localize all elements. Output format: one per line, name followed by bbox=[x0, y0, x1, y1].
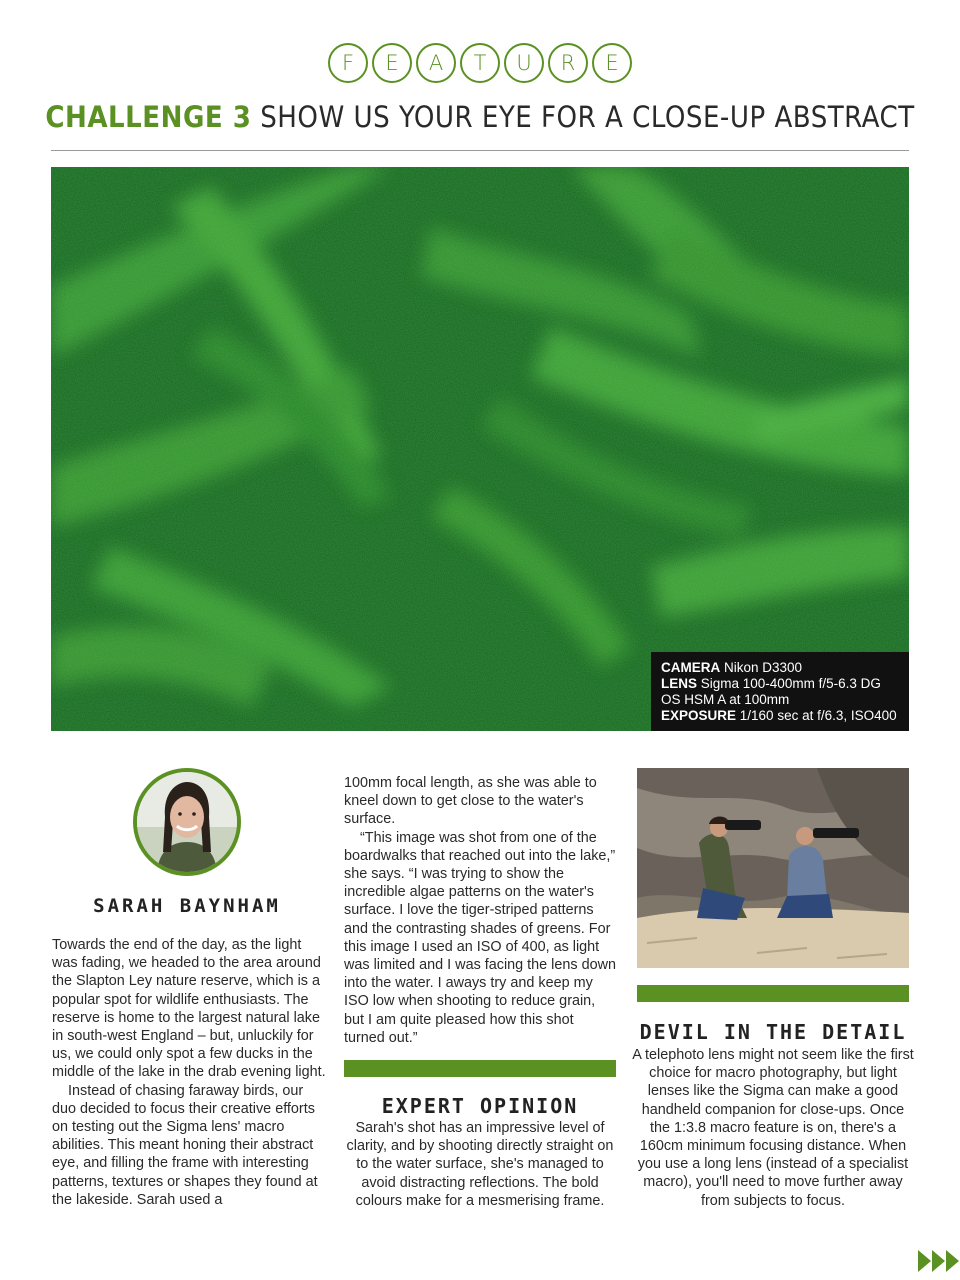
photographers-photo bbox=[637, 768, 909, 968]
article-column-1 bbox=[52, 936, 327, 1209]
detail-accent-bar bbox=[637, 985, 909, 1002]
feature-letter: R bbox=[548, 43, 588, 83]
expert-accent-bar bbox=[344, 1060, 616, 1077]
paragraph: Instead of chasing faraway birds, our duo decided to focus their creative efforts on testing out the Sigma lens' macro abilities. This meant honing their abstract eye, and filling the frame with interesting patterns, textures or shapes they found at the lakeside. Sarah used a bbox=[52, 1082, 318, 1208]
lens-value: Sigma 100-400mm f/5-6.3 DG OS HSM A at 100mm bbox=[661, 676, 881, 707]
algae-pattern-image bbox=[51, 167, 909, 731]
beach-photographers-image bbox=[637, 768, 909, 968]
feature-letter: T bbox=[460, 43, 500, 83]
next-page-arrows[interactable] bbox=[918, 1250, 960, 1272]
paragraph: 100mm focal length, as she was able to kneel down to get close to the water's surface. bbox=[344, 775, 597, 828]
article-column-2 bbox=[344, 774, 616, 1047]
lens-label: LENS bbox=[661, 676, 698, 691]
camera-label: CAMERA bbox=[661, 660, 721, 675]
exif-caption bbox=[651, 652, 909, 731]
devil-in-detail-title: DEVIL IN THE DETAIL bbox=[639, 1020, 907, 1044]
feature-letter: F bbox=[328, 43, 368, 83]
paragraph: Towards the end of the day, as the light was fading, we headed to the area around the Slapton Ley nature reserve, which is a popular spot for wildlife enthusiasts. The reserve is home to the largest natural lake in south-west England – but, unluckily for us, we could only spot a few ducks in the middle of the lake in the drab evening light. bbox=[52, 937, 326, 1081]
challenge-number: CHALLENGE 3 bbox=[45, 100, 252, 134]
page-title bbox=[0, 100, 960, 134]
hero-photo bbox=[51, 167, 909, 731]
feature-letter: U bbox=[504, 43, 544, 83]
exposure-label: EXPOSURE bbox=[661, 708, 737, 723]
challenge-title: SHOW US YOUR EYE FOR A CLOSE-UP ABSTRACT bbox=[260, 100, 915, 134]
feature-letter: E bbox=[592, 43, 632, 83]
exposure-value: 1/160 sec at f/6.3, ISO400 bbox=[736, 708, 897, 723]
expert-opinion-text: Sarah's shot has an impressive level of clarity, and by shooting directly straight on to the water surface, she's managed to avoid distracting reflections. The bold colours make for a mesmerising frame. bbox=[346, 1120, 614, 1209]
paragraph: “This image was shot from one of the boardwalks that reached out into the lake,” she says. “I was trying to show the incredible algae patterns on the water's surface. I love the tiger-striped patterns and the contrasting shades of greens. For this image I used an ISO of 400, as light was limited and I was facing the lens down into the water. I aways try and keep my ISO low when shooting to reduce grain, but I am quite pleased how this shot turned out.” bbox=[344, 829, 616, 1046]
feature-label bbox=[0, 43, 960, 83]
author-name: SARAH BAYNHAM bbox=[93, 895, 281, 917]
forward-arrows-icon bbox=[918, 1250, 960, 1272]
feature-letter: A bbox=[416, 43, 456, 83]
portrait-photo bbox=[137, 772, 237, 872]
camera-value: Nikon D3300 bbox=[720, 660, 803, 675]
expert-opinion-title: EXPERT OPINION bbox=[381, 1094, 579, 1118]
feature-letter: E bbox=[372, 43, 412, 83]
divider bbox=[51, 150, 909, 151]
devil-in-detail-text: A telephoto lens might not seem like the first choice for macro photography, but light lenses like the Sigma can make a good handheld companion for close-ups. Once the 1:3.8 macro feature is on, there's a 160cm minimum focusing distance. When you use a long lens (instead of a specialist macro), you'll need to move further away from subjects to focus. bbox=[632, 1047, 914, 1209]
avatar bbox=[133, 768, 241, 876]
